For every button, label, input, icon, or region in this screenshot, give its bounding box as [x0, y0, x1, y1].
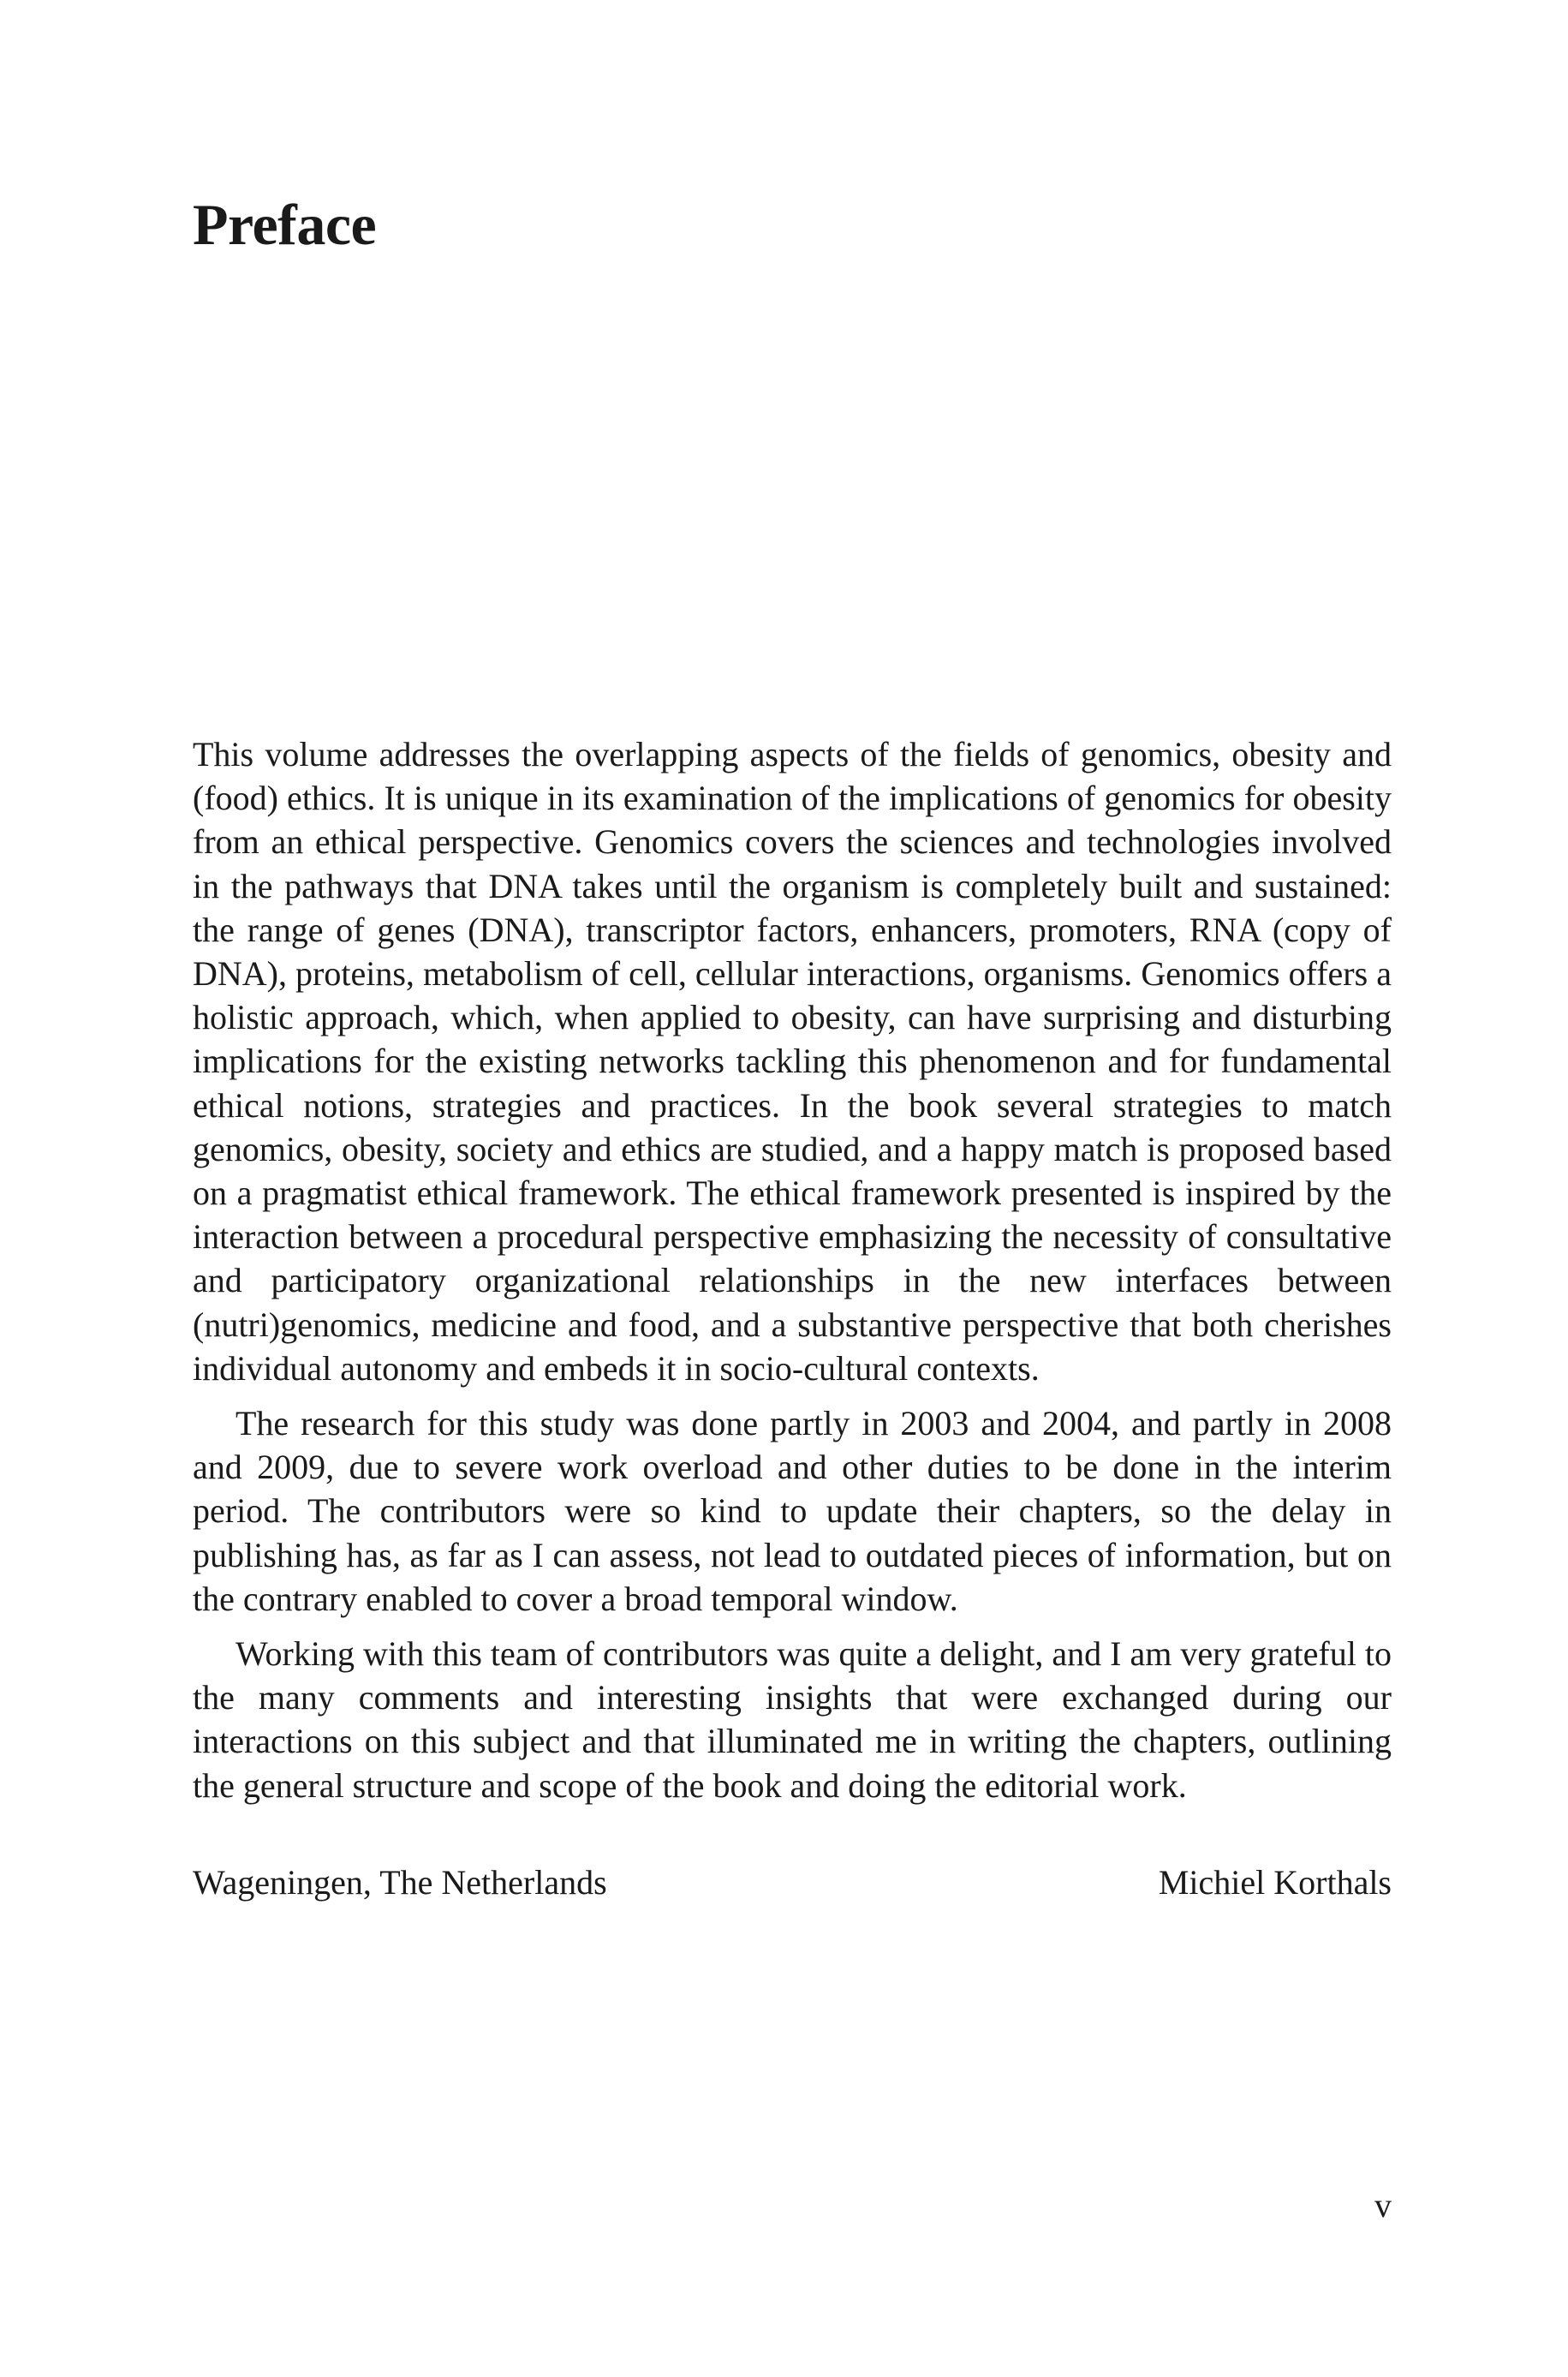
paragraph-1: This volume addresses the overlapping aspects of the fields of genomics, obesity and (food) ethics. It is unique in its examination of the implications of genomics for obesity from an ethical perspective. Genomics covers the sciences and technologies involved in the pathways that DNA takes until the organism is completely built and sustained: the range of genes (DNA), transcriptor factors, enhancers, promoters, RNA (copy of DNA), proteins, metabolism of cell, cellular interactions, organisms. Genomics offers a holistic approach, which, when applied to obesity, can have surprising and disturbing implications for the existing networks tackling this phenomenon and for fundamental ethical notions, strategies and practices. In the book several strategies to match genomics, obesity, society and ethics are studied, and a happy match is proposed based on a pragmatist ethical framework. The ethical framework presented is inspired by the interaction between a procedural perspective emphasizing the necessity of consultative and participatory organizational relationships in the new interfaces between (nutri)genomics, medicine and food, and a substantive perspective that both cherishes individual autonomy and embeds it in socio-cultural contexts. [193, 735, 1392, 1388]
author-name: Michiel Korthals [1158, 1863, 1392, 1902]
place-label: Wageningen, The Netherlands [193, 1863, 607, 1902]
page-number: v [1374, 2186, 1392, 2225]
signoff [193, 1860, 1392, 1904]
page-title: Preface [193, 192, 377, 257]
paragraph-3: Working with this team of contributors was quite a delight, and I am very grateful to the many comments and interesting insights that were exchanged during our interactions on this subject and that illuminated me in writing the chapters, outlining the general structure and scope of the book and doing the editorial work. [193, 1634, 1392, 1805]
preface-body [193, 732, 1392, 1807]
paragraph-2: The research for this study was done partly in 2003 and 2004, and partly in 2008 and 2009, due to severe work overload and other duties to be done in the interim period. The contributors were so kind to update their chapters, so the delay in publishing has, as far as I can assess, not lead to outdated pieces of information, but on the contrary enabled to cover a broad temporal window. [193, 1404, 1392, 1618]
